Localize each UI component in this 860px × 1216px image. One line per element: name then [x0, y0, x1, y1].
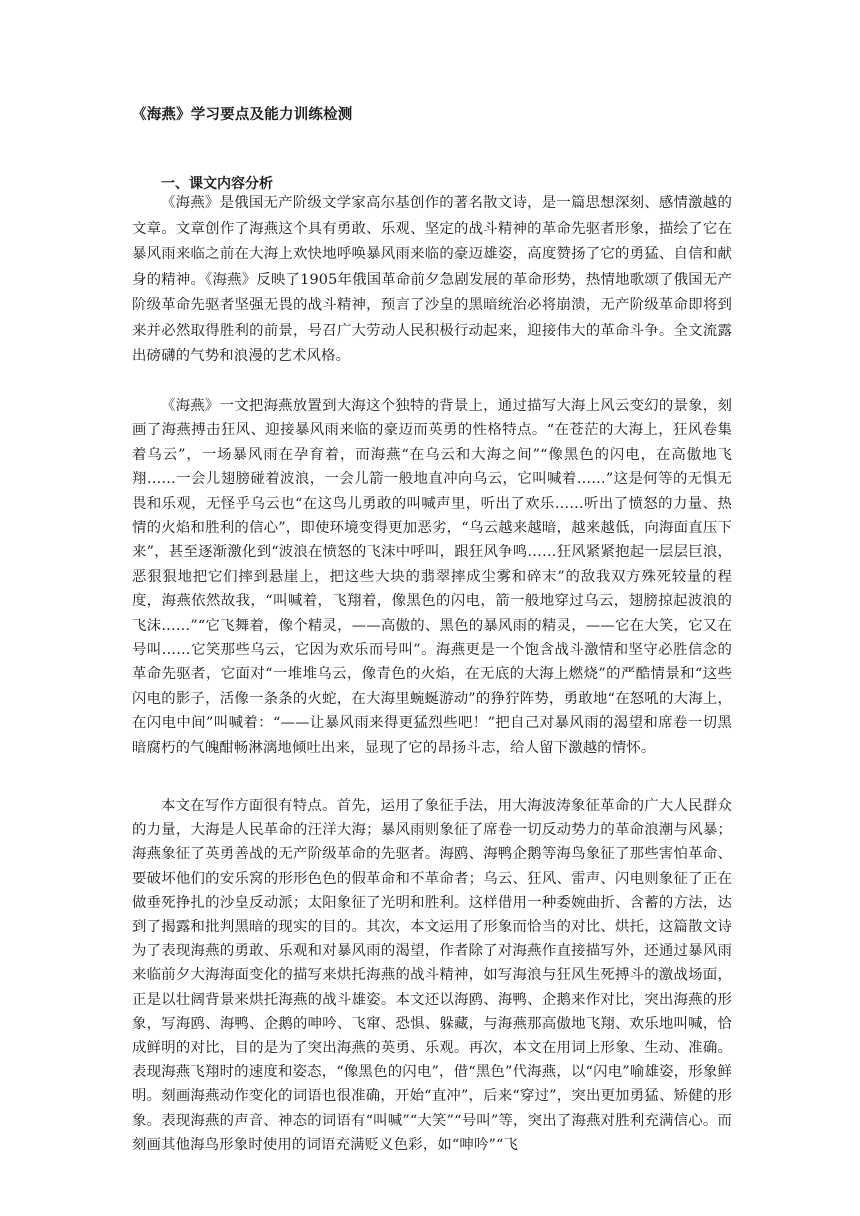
section-heading-content-analysis: 一、课文内容分析 [161, 176, 273, 192]
paragraph-intro: 《海燕》是俄国无产阶级文学家高尔基创作的著名散文诗，是一篇思想深刻、感情激越的文章。文章创作了海燕这个具有勇敢、乐观、坚定的战斗精神的革命先驱者形象，描绘了它在暴风雨来临之前在大海上欢快地呼唤暴风雨来临的豪迈雄姿，高度赞扬了它的勇猛、自信和献身的精神。《海燕》反映了1905年俄国革命前夕急剧发展的革命形势，热情地歌颂了俄国无产阶级革命先驱者坚强无畏的战斗精神，预言了沙皇的黑暗统治必将崩溃，无产阶级革命即将到来并必然取得胜利的前景，号召广大劳动人民积极行动起来，迎接伟大的革命斗争。全文流露出磅礴的气势和浪漫的艺术风格。 [132, 195, 732, 364]
paragraph-imagery: 《海燕》一文把海燕放置到大海这个独特的背景上，通过描写大海上风云变幻的景象，刻画了海燕搏击狂风、迎接暴风雨来临的豪迈而英勇的性格特点。“在苍茫的大海上，狂风卷集着乌云”，一场暴风雨在孕育着，而海燕“在乌云和大海之间”“像黑色的闪电，在高傲地飞翔……一会儿翅膀碰着波浪，一会儿箭一般地直冲向乌云，它叫喊着……”这是何等的无惧无畏和乐观，无怪乎乌云也“在这鸟儿勇敢的叫喊声里，听出了欢乐……听出了愤怒的力量、热情的火焰和胜利的信心”，即使环境变得更加恶劣，“乌云越来越暗，越来越低，向海面直压下来”，甚至逐渐激化到“波浪在愤怒的飞沫中呼叫，跟狂风争鸣……狂风紧紧抱起一层层巨浪，恶狠狠地把它们摔到悬崖上，把这些大块的翡翠摔成尘雾和碎末”的敌我双方殊死较量的程度，海燕依然故我，“叫喊着，飞翔着，像黑色的闪电，箭一般地穿过乌云，翅膀掠起波浪的飞沫……”“它飞舞着，像个精灵，——高傲的、黑色的暴风雨的精灵，——它在大笑，它又在号叫……它笑那些乌云，它因为欢乐而号叫”。海燕更是一个饱含战斗激情和坚守必胜信念的革命先驱者，它面对“一堆堆乌云，像青色的火焰，在无底的大海上燃烧”的严酷情景和“这些闪电的影子，活像一条条的火蛇，在大海里蜿蜒游动”的狰狞阵势，勇敢地“在怒吼的大海上，在闪电中间”叫喊着：“——让暴风雨来得更猛烈些吧！”把自己对暴风雨的渴望和席卷一切黑暗腐朽的气魄酣畅淋漓地倾吐出来，显现了它的昂扬斗志，给人留下激越的情怀。 [132, 398, 732, 756]
paragraph-writing-features: 本文在写作方面很有特点。首先，运用了象征手法，用大海波涛象征革命的广大人民群众的力量，大海是人民革命的汪洋大海；暴风雨则象征了席卷一切反动势力的革命浪潮与风暴；海燕象征了英勇善战的无产阶级革命的先驱者。海鸥、海鸭企鹅等海鸟象征了那些害怕革命、要破坏他们的安乐窝的形形色色的假革命和不革命者；乌云、狂风、雷声、闪电则象征了正在做垂死挣扎的沙皇反动派；太阳象征了光明和胜利。这样借用一种委婉曲折、含蓄的方法，达到了揭露和批判黑暗的现实的目的。其次，本文运用了形象而恰当的对比、烘托，这篇散文诗为了表现海燕的勇敢、乐观和对暴风雨的渴望，作者除了对海燕作直接描写外，还通过暴风雨来临前夕大海海面变化的描写来烘托海燕的战斗精神，如写海浪与狂风生死搏斗的激战场面，正是以壮阔背景来烘托海燕的战斗雄姿。本文还以海鸥、海鸭、企鹅来作对比，突出海燕的形象，写海鸥、海鸭、企鹅的呻吟、飞窜、恐惧、躲藏，与海燕那高傲地飞翔、欢乐地叫喊，恰成鲜明的对比，目的是为了突出海燕的英勇、乐观。再次，本文在用词上形象、生动、准确。表现海燕飞翔时的速度和姿态，“像黑色的闪电”，借“黑色”代海燕，以“闪电”喻雄姿，形象鲜明。刻画海燕动作变化的词语也很准确，开始“直冲”，后来“穿过”，突出更加勇猛、矫健的形象。表现海燕的声音、神态的词语有“叫喊”“大笑”“号叫”等，突出了海燕对胜利充满信心。而刻画其他海鸟形象时使用的词语充满贬义色彩，如“呻吟”“飞 [132, 798, 732, 1153]
document-title: 《海燕》学习要点及能力训练检测 [132, 106, 353, 123]
